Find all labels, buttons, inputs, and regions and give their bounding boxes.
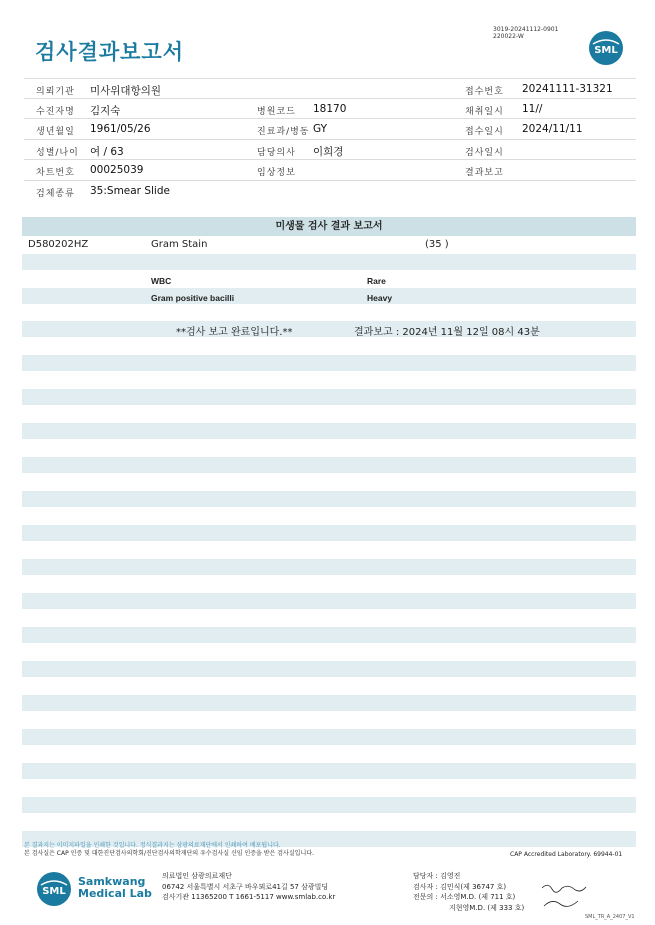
info-row-2: [24, 99, 636, 120]
form-code: SML_TR_A_2407_V1: [585, 914, 635, 920]
value-receipt-time: 2024/11/11: [522, 123, 583, 135]
patient-info-table: [24, 78, 636, 201]
footer-logo-text: SML: [42, 886, 66, 897]
result-stripe-row: [22, 593, 636, 609]
report-complete-message: **검사 보고 완료입니다.**: [176, 327, 293, 338]
label-patient-name: 수진자명: [36, 106, 75, 117]
report-timestamp: 결과보고 : 2024년 11월 12일 08시 43분: [354, 327, 540, 338]
label-test-time: 검사일시: [465, 147, 504, 158]
test-reference: (35 ): [425, 239, 449, 250]
label-receipt-time: 접수일시: [465, 127, 504, 137]
footer-note-accreditation: 본 검사실은 CAP 인증 및 대한진단검사의학회/진단검사의학재단의 우수검사실 신임 인증을 받은 검사실입니다.: [24, 850, 314, 857]
address-line-2: 06742 서울특별시 서초구 바우뫼로41길 57 삼광빌딩: [162, 882, 329, 891]
result-item-name-gram-positive-bacilli: Gram positive bacilli: [151, 293, 235, 303]
sml-logo-icon: [588, 30, 624, 66]
value-requesting-clinic: 미사위대항의원: [90, 85, 162, 97]
sml-footer-logo-icon: [36, 871, 72, 907]
result-stripe-row: [22, 763, 636, 779]
address-line-1: 의료법인 삼광의료재단: [162, 872, 232, 880]
test-code: D580202HZ: [28, 239, 89, 250]
result-stripe-row: [22, 288, 636, 304]
staff-line-1: 담당자 : 김영진: [413, 872, 461, 880]
result-stripe-row: [22, 661, 636, 677]
brand-line-1: Samkwang: [78, 875, 146, 888]
info-row-4: [24, 140, 636, 161]
value-sex-age: 여 / 63: [90, 145, 124, 158]
cap-accreditation: CAP Accredited Laboratory. 69944-01: [510, 851, 623, 858]
result-item-value-gram-positive-bacilli: Heavy: [367, 293, 393, 303]
label-sex-age: 성별/나이: [36, 147, 79, 158]
result-stripe-row: [22, 491, 636, 507]
result-stripe-row: [22, 695, 636, 711]
info-row-3: [24, 119, 636, 140]
label-department: 진료과/병동: [257, 127, 310, 137]
footer-address: [162, 871, 335, 903]
page-title: 검사결과보고서: [35, 40, 185, 64]
result-item-name-wbc: WBC: [151, 276, 172, 286]
result-stripe-row: [22, 559, 636, 575]
info-row-1: [24, 78, 636, 99]
result-section-title: 미생물 검사 결과 보고서: [22, 217, 636, 236]
value-collection-time: 11//: [522, 102, 543, 115]
label-clinical-info: 임상정보: [257, 168, 296, 178]
label-birth-date: 생년월일: [36, 127, 75, 137]
value-chart-number: 00025039: [90, 164, 144, 176]
staff-line-4: 지현영M.D. (제 333 호): [449, 903, 525, 912]
document-code: [493, 26, 558, 40]
result-stripe-row: [22, 729, 636, 745]
info-row-6: [24, 181, 636, 202]
label-report-time: 결과보고: [465, 168, 504, 178]
info-row-5: [24, 160, 636, 181]
staff-line-2: 검사자 : 김민식(제 36747 호): [413, 882, 507, 891]
label-chart-number: 차트번호: [36, 168, 75, 178]
footer-staff: [413, 871, 524, 913]
result-item-value-wbc: Rare: [367, 276, 386, 286]
label-requesting-clinic: 의뢰기관: [36, 87, 75, 97]
result-stripe-row: [22, 797, 636, 813]
result-stripe-row: [22, 254, 636, 270]
brand-line-2: Medical Lab: [78, 887, 152, 900]
label-receipt-number: 접수번호: [465, 87, 504, 97]
footer-notes: [24, 842, 314, 858]
result-stripe-row: [22, 627, 636, 643]
result-stripe-row: [22, 321, 636, 337]
label-doctor: 담당의사: [257, 147, 296, 158]
value-receipt-number: 20241111-31321: [522, 83, 613, 95]
value-department: GY: [313, 123, 328, 135]
signature-mark: [540, 880, 590, 910]
result-stripe-row: [22, 423, 636, 439]
value-patient-name: 김지숙: [90, 104, 121, 117]
result-stripe-row: [22, 389, 636, 405]
value-birth-date: 1961/05/26: [90, 123, 151, 135]
value-hospital-code: 18170: [313, 102, 347, 115]
logo-text: SML: [594, 45, 618, 56]
result-stripe-row: [22, 457, 636, 473]
value-doctor: 이희경: [313, 145, 344, 158]
footer-note-image-copy: 본 결과지는 이미지파일을 인쇄한 것입니다. 정식결과지는 삼광의료재단에서 인쇄하여 배포됩니다.: [24, 842, 281, 849]
test-name: Gram Stain: [151, 239, 208, 250]
value-specimen-type: 35:Smear Slide: [90, 184, 170, 197]
document-code-line-2: 220022-W: [493, 33, 524, 40]
staff-line-3: 전문의 : 서소영M.D. (제 711 호): [413, 893, 516, 901]
label-collection-time: 채취일시: [465, 106, 504, 117]
address-line-3: 검사기관 11365200 T 1661-5117 www.smlab.co.kr: [162, 893, 336, 901]
label-hospital-code: 병원코드: [257, 106, 296, 117]
label-specimen-type: 검체종류: [36, 188, 75, 199]
footer-brand: [78, 876, 152, 900]
result-stripe-row: [22, 355, 636, 371]
result-stripe-row: [22, 525, 636, 541]
document-code-line-1: 3019-20241112-0901: [493, 26, 559, 33]
